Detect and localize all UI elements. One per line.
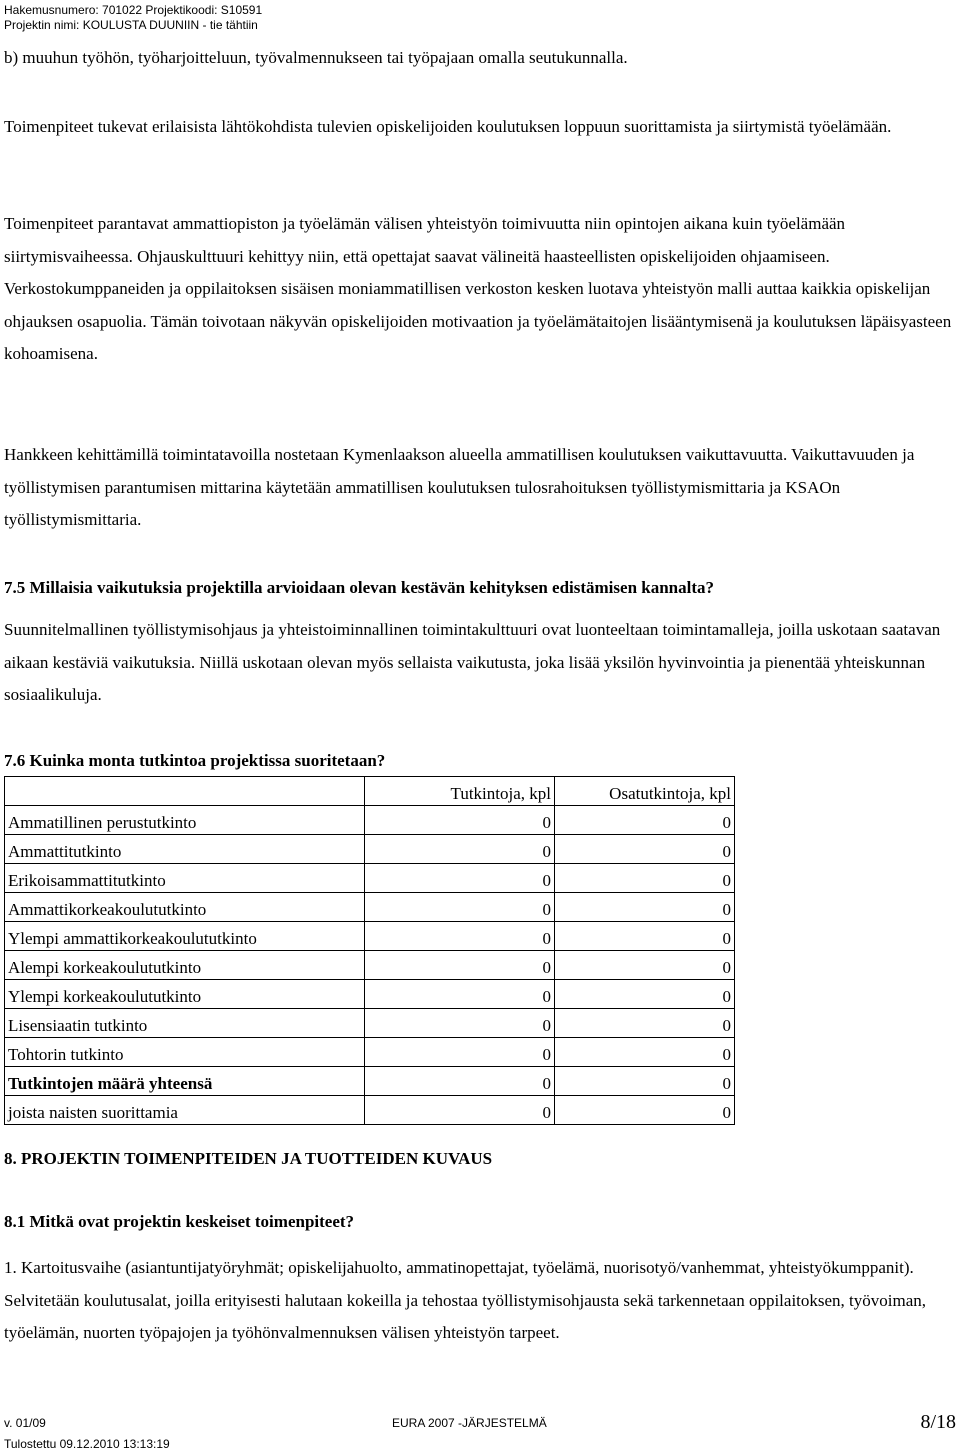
- row-label: Tohtorin tutkinto: [5, 1038, 365, 1067]
- heading-8-1: 8.1 Mitkä ovat projektin keskeiset toimenpiteet?: [4, 1212, 355, 1231]
- row-tutkinnot: 0: [365, 951, 555, 980]
- row-osatutkinnot: 0: [555, 893, 735, 922]
- row-label: Ylempi korkeakoulututkinto: [5, 980, 365, 1009]
- row-label: Tutkintojen määrä yhteensä: [5, 1067, 365, 1096]
- row-tutkinnot: 0: [365, 1067, 555, 1096]
- row-label: Ammattitutkinto: [5, 835, 365, 864]
- row-osatutkinnot: 0: [555, 1096, 735, 1125]
- footer-printed: Tulostettu 09.12.2010 13:13:19: [4, 1437, 170, 1451]
- table-row: [5, 951, 735, 980]
- paragraph-measures-improve: Toimenpiteet parantavat ammattiopiston ja työelämän välisen yhteistyön toimivuutta niin opintojen aikana kuin työelämään siirtymisvaiheessa. Ohjauskulttuuri kehittyy niin, että opettajat saavat välineitä haasteellisten opiskelijoiden ohjaamiseen. Verkostokumppaneiden ja oppilaitoksen sisäisen moniammatillisen verkoston kesken luotava yhteistyön malli auttaa kaikkia opiskelijan ohjauksen osapuolia. Tämän toivotaan näkyvän opiskelijoiden motivaation ja työelämätaitojen lisääntymisenä ja koulutuksen läpäisyasteen kohoamisena.: [4, 214, 952, 363]
- footer-system: EURA 2007 -JÄRJESTELMÄ: [392, 1416, 547, 1430]
- paragraph-measures-support: Toimenpiteet tukevat erilaisista lähtökohdista tulevien opiskelijoiden koulutuksen loppuun suorittamista ja siirtymistä työelämään.: [4, 117, 892, 136]
- col-header-tutkinnot: Tutkintoja, kpl: [365, 777, 555, 806]
- row-osatutkinnot: 0: [555, 922, 735, 951]
- heading-7-5: 7.5 Millaisia vaikutuksia projektilla arvioidaan olevan kestävän kehityksen edistämisen kannalta?: [4, 578, 715, 597]
- table-row: [5, 1038, 735, 1067]
- footer-version: v. 01/09: [4, 1416, 46, 1430]
- row-osatutkinnot: 0: [555, 1009, 735, 1038]
- row-label: joista naisten suorittamia: [5, 1096, 365, 1125]
- row-tutkinnot: 0: [365, 980, 555, 1009]
- table-header-row: [5, 777, 735, 806]
- row-osatutkinnot: 0: [555, 980, 735, 1009]
- table-row: [5, 835, 735, 864]
- paragraph-effectiveness: Hankkeen kehittämillä toimintatavoilla nostetaan Kymenlaakson alueella ammatillisen koulutuksen vaikuttavuutta. Vaikuttavuuden ja työllistymisen parantumisen mittarina käytetään ammatillisen koulutuksen tulosrahoituksen työllistymismittaria ja KSAOn työllistymismittaria.: [4, 445, 915, 529]
- row-osatutkinnot: 0: [555, 951, 735, 980]
- row-tutkinnot: 0: [365, 893, 555, 922]
- table-header-empty: [5, 777, 365, 806]
- row-label: Ylempi ammattikorkeakoulututkinto: [5, 922, 365, 951]
- row-tutkinnot: 0: [365, 1096, 555, 1125]
- heading-8: 8. PROJEKTIN TOIMENPITEIDEN JA TUOTTEIDEN KUVAUS: [4, 1149, 493, 1168]
- row-label: Alempi korkeakoulututkinto: [5, 951, 365, 980]
- table-row: [5, 806, 735, 835]
- row-label: Lisensiaatin tutkinto: [5, 1009, 365, 1038]
- row-tutkinnot: 0: [365, 1009, 555, 1038]
- row-tutkinnot: 0: [365, 806, 555, 835]
- row-osatutkinnot: 0: [555, 806, 735, 835]
- table-row: [5, 980, 735, 1009]
- table-row-total: [5, 1067, 735, 1096]
- page-number: 8/18: [920, 1411, 956, 1433]
- row-tutkinnot: 0: [365, 864, 555, 893]
- paragraph-mapping-phase: 1. Kartoitusvaihe (asiantuntijatyöryhmät; opiskelijahuolto, ammatinopettajat, työelämä, nuorisotyö/vanhemmat, yhteistyökumppanit). Selvitetään koulutusalat, joilla erityisesti halutaan kokeilla ja tehostaa työllistymisohjausta sekä tarkennetaan oppilaitoksen, työvoiman, työelämän, nuorten työpajojen ja työhönvalmennuksen välisen yhteistyön tarpeet.: [4, 1258, 927, 1342]
- table-row: [5, 1096, 735, 1125]
- paragraph-sustainability: Suunnitelmallinen työllistymisohjaus ja yhteistoiminnallinen toimintakulttuuri ovat luonteeltaan toimintamalleja, joilla uskotaan saatavan aikaan kestäviä vaikutuksia. Niillä uskotaan olevan myös sellaista vaikutusta, joka lisää yksilön hyvinvointia ja pienentää yhteiskunnan sosiaalikuluja.: [4, 620, 941, 704]
- row-label: Ammattikorkeakoulututkinto: [5, 893, 365, 922]
- row-osatutkinnot: 0: [555, 835, 735, 864]
- paragraph-b-work: b) muuhun työhön, työharjoitteluun, työvalmennukseen tai työpajaan omalla seutukunnalla.: [4, 48, 628, 67]
- col-header-osatutkinnot: Osatutkintoja, kpl: [555, 777, 735, 806]
- row-label: Ammatillinen perustutkinto: [5, 806, 365, 835]
- table-row: [5, 1009, 735, 1038]
- row-osatutkinnot: 0: [555, 864, 735, 893]
- row-tutkinnot: 0: [365, 1038, 555, 1067]
- row-tutkinnot: 0: [365, 922, 555, 951]
- table-row: [5, 893, 735, 922]
- row-label: Erikoisammattitutkinto: [5, 864, 365, 893]
- row-osatutkinnot: 0: [555, 1067, 735, 1096]
- table-row: [5, 922, 735, 951]
- degrees-table: [4, 776, 735, 1125]
- row-osatutkinnot: 0: [555, 1038, 735, 1067]
- application-number: Hakemusnumero: 701022 Projektikoodi: S10591: [4, 3, 263, 17]
- row-tutkinnot: 0: [365, 835, 555, 864]
- project-name: Projektin nimi: KOULUSTA DUUNIIN - tie tähtiin: [4, 18, 258, 32]
- table-row: [5, 864, 735, 893]
- heading-7-6: 7.6 Kuinka monta tutkintoa projektissa suoritetaan?: [4, 751, 386, 770]
